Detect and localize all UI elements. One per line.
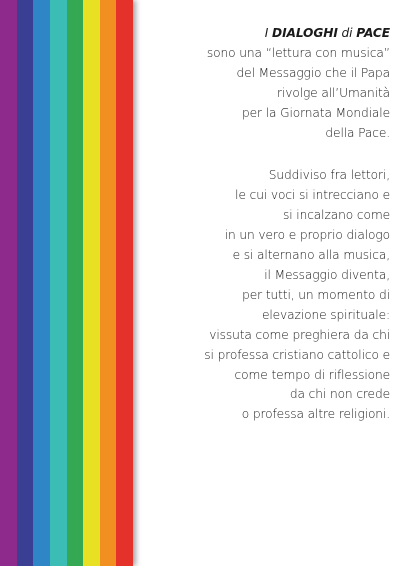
- stripe-purple: [0, 0, 17, 566]
- paragraph1-line: del Messaggio che il Papa: [236, 65, 390, 80]
- stripe-indigo: [17, 0, 34, 566]
- paragraph2-line: vissuta come preghiera da chi: [209, 327, 390, 342]
- title: [140, 24, 390, 44]
- paragraph1-line: della Pace.: [325, 125, 390, 140]
- body-text: [140, 24, 390, 425]
- title-di: di: [337, 26, 357, 40]
- paragraph-gap: [140, 143, 390, 166]
- stripe-teal: [50, 0, 67, 566]
- paragraph1-line: sono una “lettura con musica”: [206, 45, 390, 60]
- paragraph1-line: per la Giornata Mondiale: [241, 105, 390, 120]
- paragraph2-line: le cui voci si intrecciano e: [235, 188, 390, 203]
- title-prefix: I: [264, 26, 273, 40]
- paragraph2-line: Suddiviso fra lettori,: [268, 168, 390, 183]
- paragraph2-line: per tutti, un momento di: [242, 287, 390, 302]
- rainbow-stripes: [0, 0, 133, 566]
- stripe-yellow: [83, 0, 100, 566]
- paragraph2-line: come tempo di riflessione: [234, 367, 390, 382]
- title-dialoghi: DIALOGHI: [272, 26, 338, 40]
- stripe-red: [116, 0, 133, 566]
- paragraph1-line: rivolge all’Umanità: [277, 85, 390, 100]
- paragraph2-line: il Messaggio diventa,: [264, 267, 390, 282]
- paragraph2-line: o professa altre religioni.: [241, 407, 390, 422]
- paragraph2-line: si professa cristiano cattolico e: [204, 347, 390, 362]
- paragraph2-line: elevazione spirituale:: [261, 307, 390, 322]
- stripe-green: [67, 0, 84, 566]
- paragraph2-line: e si alternano alla musica,: [232, 248, 390, 263]
- stripe-blue: [33, 0, 50, 566]
- paragraph2-line: da chi non crede: [289, 387, 390, 402]
- stripe-orange: [100, 0, 117, 566]
- paragraph2-line: si incalzano come: [282, 208, 390, 223]
- title-pace: PACE: [356, 26, 390, 40]
- paragraph2-line: in un vero e proprio dialogo: [224, 228, 390, 243]
